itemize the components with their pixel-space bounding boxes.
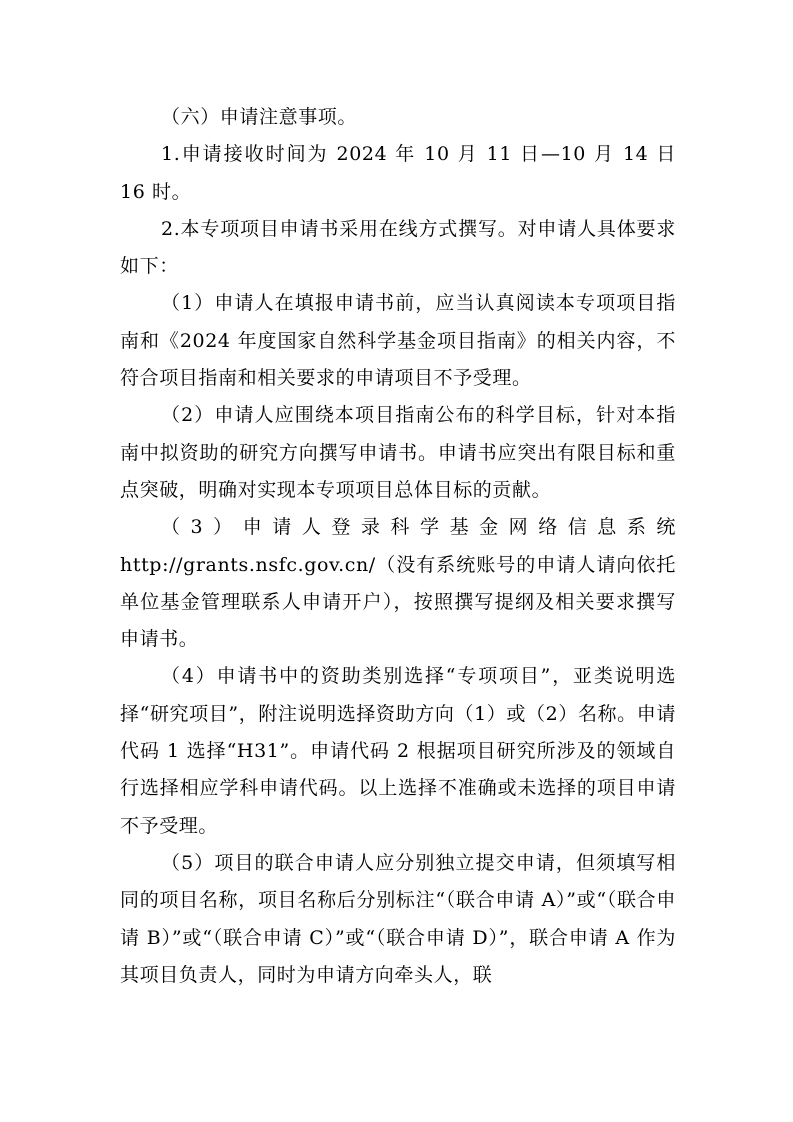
paragraph-application-time: 1.申请接收时间为 2024 年 10 月 11 日—10 月 14 日 16 时。 <box>120 143 676 203</box>
paragraph-item-5: （5）项目的联合申请人应分别独立提交申请，但须填写相同的项目名称，项目名称后分别标注“（联合申请 A）”或“（联合申请 B）”或“（联合申请 C）”或“（联合申请 D）”，联合申请 A 作为其项目负责人，同时为申请方向牵头人，联 <box>120 851 676 986</box>
document-body <box>120 99 676 994</box>
paragraph-online-writing: 2.本专项项目申请书采用在线方式撰写。对申请人具体要求如下： <box>120 217 676 278</box>
paragraph-item-4: （4）申请书中的资助类别选择“专项项目”，亚类说明选择“研究项目”，附注说明选择资助方向（1）或（2）名称。申请代码 1 选择“H31”。申请代码 2 根据项目研究所涉及的领域自行选择相应学科申请代码。以上选择不准确或未选择的项目申请不予受理。 <box>120 665 676 837</box>
paragraph-item-3: （3）申请人登录科学基金网络信息系统 http://grants.nsfc.gov.cn/（没有系统账号的申请人请向依托单位基金管理联系人申请开户），按照撰写提纲及相关要求撰写申请书。 <box>120 516 676 651</box>
paragraph-item-1: （1）申请人在填报申请书前，应当认真阅读本专项项目指南和《2024 年度国家自然科学基金项目指南》的相关内容，不符合项目指南和相关要求的申请项目不予受理。 <box>120 292 676 390</box>
paragraph-item-2: （2）申请人应围绕本项目指南公布的科学目标，针对本指南中拟资助的研究方向撰写申请书。申请书应突出有限目标和重点突破，明确对实现本专项项目总体目标的贡献。 <box>120 404 676 501</box>
section-heading-notes: （六）申请注意事项。 <box>161 106 358 128</box>
